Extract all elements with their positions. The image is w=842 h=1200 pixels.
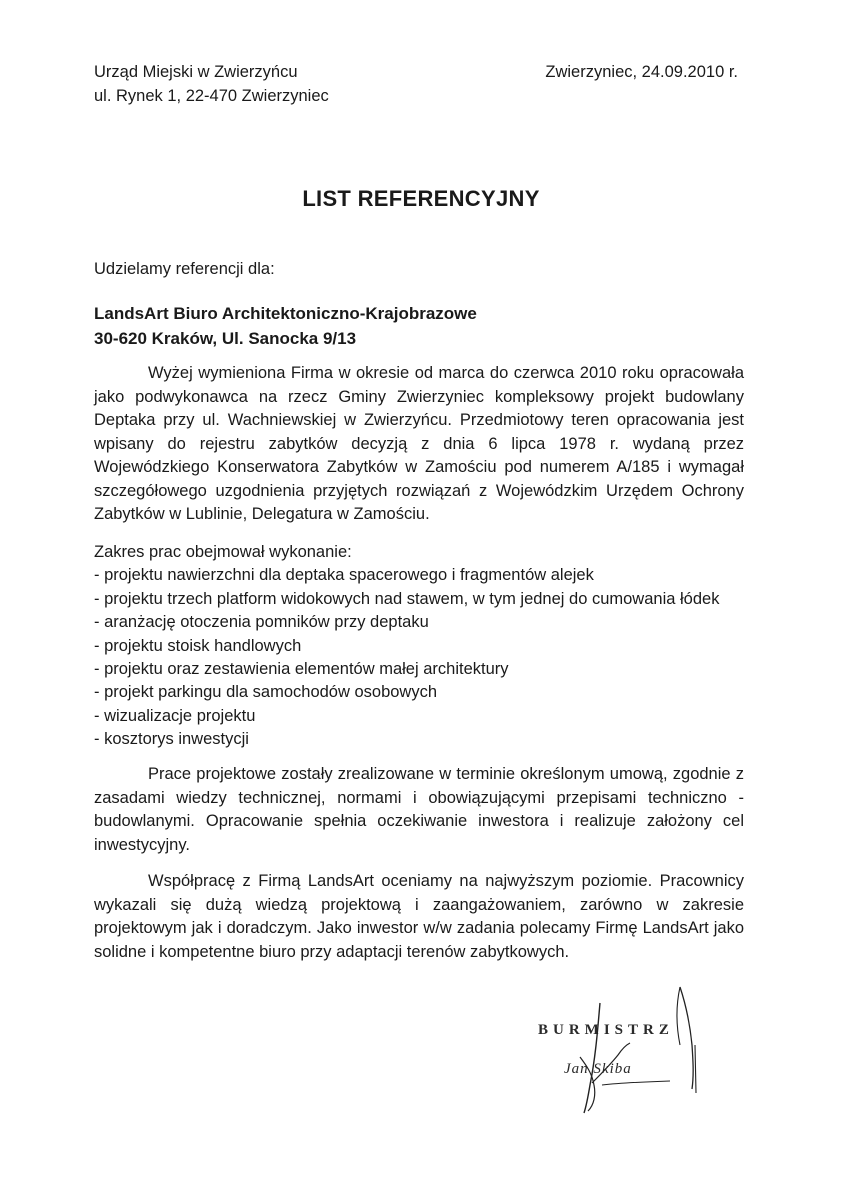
- letter-title: LIST REFERENCYJNY: [302, 186, 540, 211]
- sender-name: Urząd Miejski w Zwierzyńcu: [94, 63, 298, 81]
- scope-list: [94, 564, 719, 751]
- list-item: - kosztorys inwestycji: [94, 730, 249, 749]
- body-paragraph-3: Współpracę z Firmą LandsArt oceniamy na najwyższym poziomie. Pracownicy wykazali się dużą wiedzą projektową i zaangażowaniem, zarówno w zakresie projektowym jak i doradczym. Jako inwestor w/w zadania polecamy Firmę LandsArt jako solidne i kompetentne biuro przy adaptacji terenów zabytkowych.: [94, 872, 744, 961]
- recipient-block: [94, 301, 477, 351]
- sender-address: [94, 60, 329, 108]
- mayor-stamp-and-signature: [530, 985, 720, 1125]
- recipient-address: 30-620 Kraków, Ul. Sanocka 9/13: [94, 329, 357, 348]
- list-item: - wizualizacje projektu: [94, 706, 256, 725]
- list-item: - aranżację otoczenia pomników przy deptaku: [94, 613, 429, 632]
- scope-of-work: [94, 541, 719, 752]
- list-item: - projektu nawierzchni dla deptaka spacerowego i fragmentów alejek: [94, 566, 594, 585]
- handwritten-signature: [530, 985, 720, 1125]
- place-and-date: Zwierzyniec, 24.09.2010 r.: [545, 63, 738, 81]
- list-item: - projektu trzech platform widokowych nad stawem, w tym jednej do cumowania łódek: [94, 589, 720, 608]
- body-paragraph-2: Prace projektowe zostały zrealizowane w terminie określonym umową, zgodnie z zasadami wiedzy technicznej, normami i obowiązującymi przepisami techniczno - budowlanymi. Opracowanie spełnia oczekiwanie inwestora i realizuje założony cel inwestycyjny.: [94, 765, 744, 854]
- intro-line: Udzielamy referencji dla:: [94, 260, 275, 278]
- list-item: - projektu stoisk handlowych: [94, 636, 302, 655]
- list-item: - projekt parkingu dla samochodów osobowych: [94, 683, 438, 702]
- stamp-title: BURMISTRZ: [538, 1022, 674, 1038]
- scope-heading: Zakres prac obejmował wykonanie:: [94, 543, 352, 561]
- recipient-name: LandsArt Biuro Architektoniczno-Krajobrazowe: [94, 304, 477, 323]
- body-paragraph-1: Wyżej wymieniona Firma w okresie od marca do czerwca 2010 roku opracowała jako podwykonawca na rzecz Gminy Zwierzyniec kompleksowy projekt budowlany Deptaka przy ul. Wachniewskiej w Zwierzyńcu. Przedmiotowy teren opracowania jest wpisany do rejestru zabytków decyzją z dnia 6 lipca 1978 r. wydaną przez Wojewódzkiego Konserwatora Zabytków w Zamościu pod numerem A/185 i wymagał szczegółowego uzgodnienia przyjętych rozwiązań z Wojewódzkim Urzędem Ochrony Zabytków w Lublinie, Delegatura w Zamościu.: [94, 364, 744, 523]
- list-item: - projektu oraz zestawienia elementów małej architektury: [94, 660, 509, 679]
- sender-street: ul. Rynek 1, 22-470 Zwierzyniec: [94, 87, 329, 105]
- stamp-name: Jan Skiba: [564, 1061, 632, 1077]
